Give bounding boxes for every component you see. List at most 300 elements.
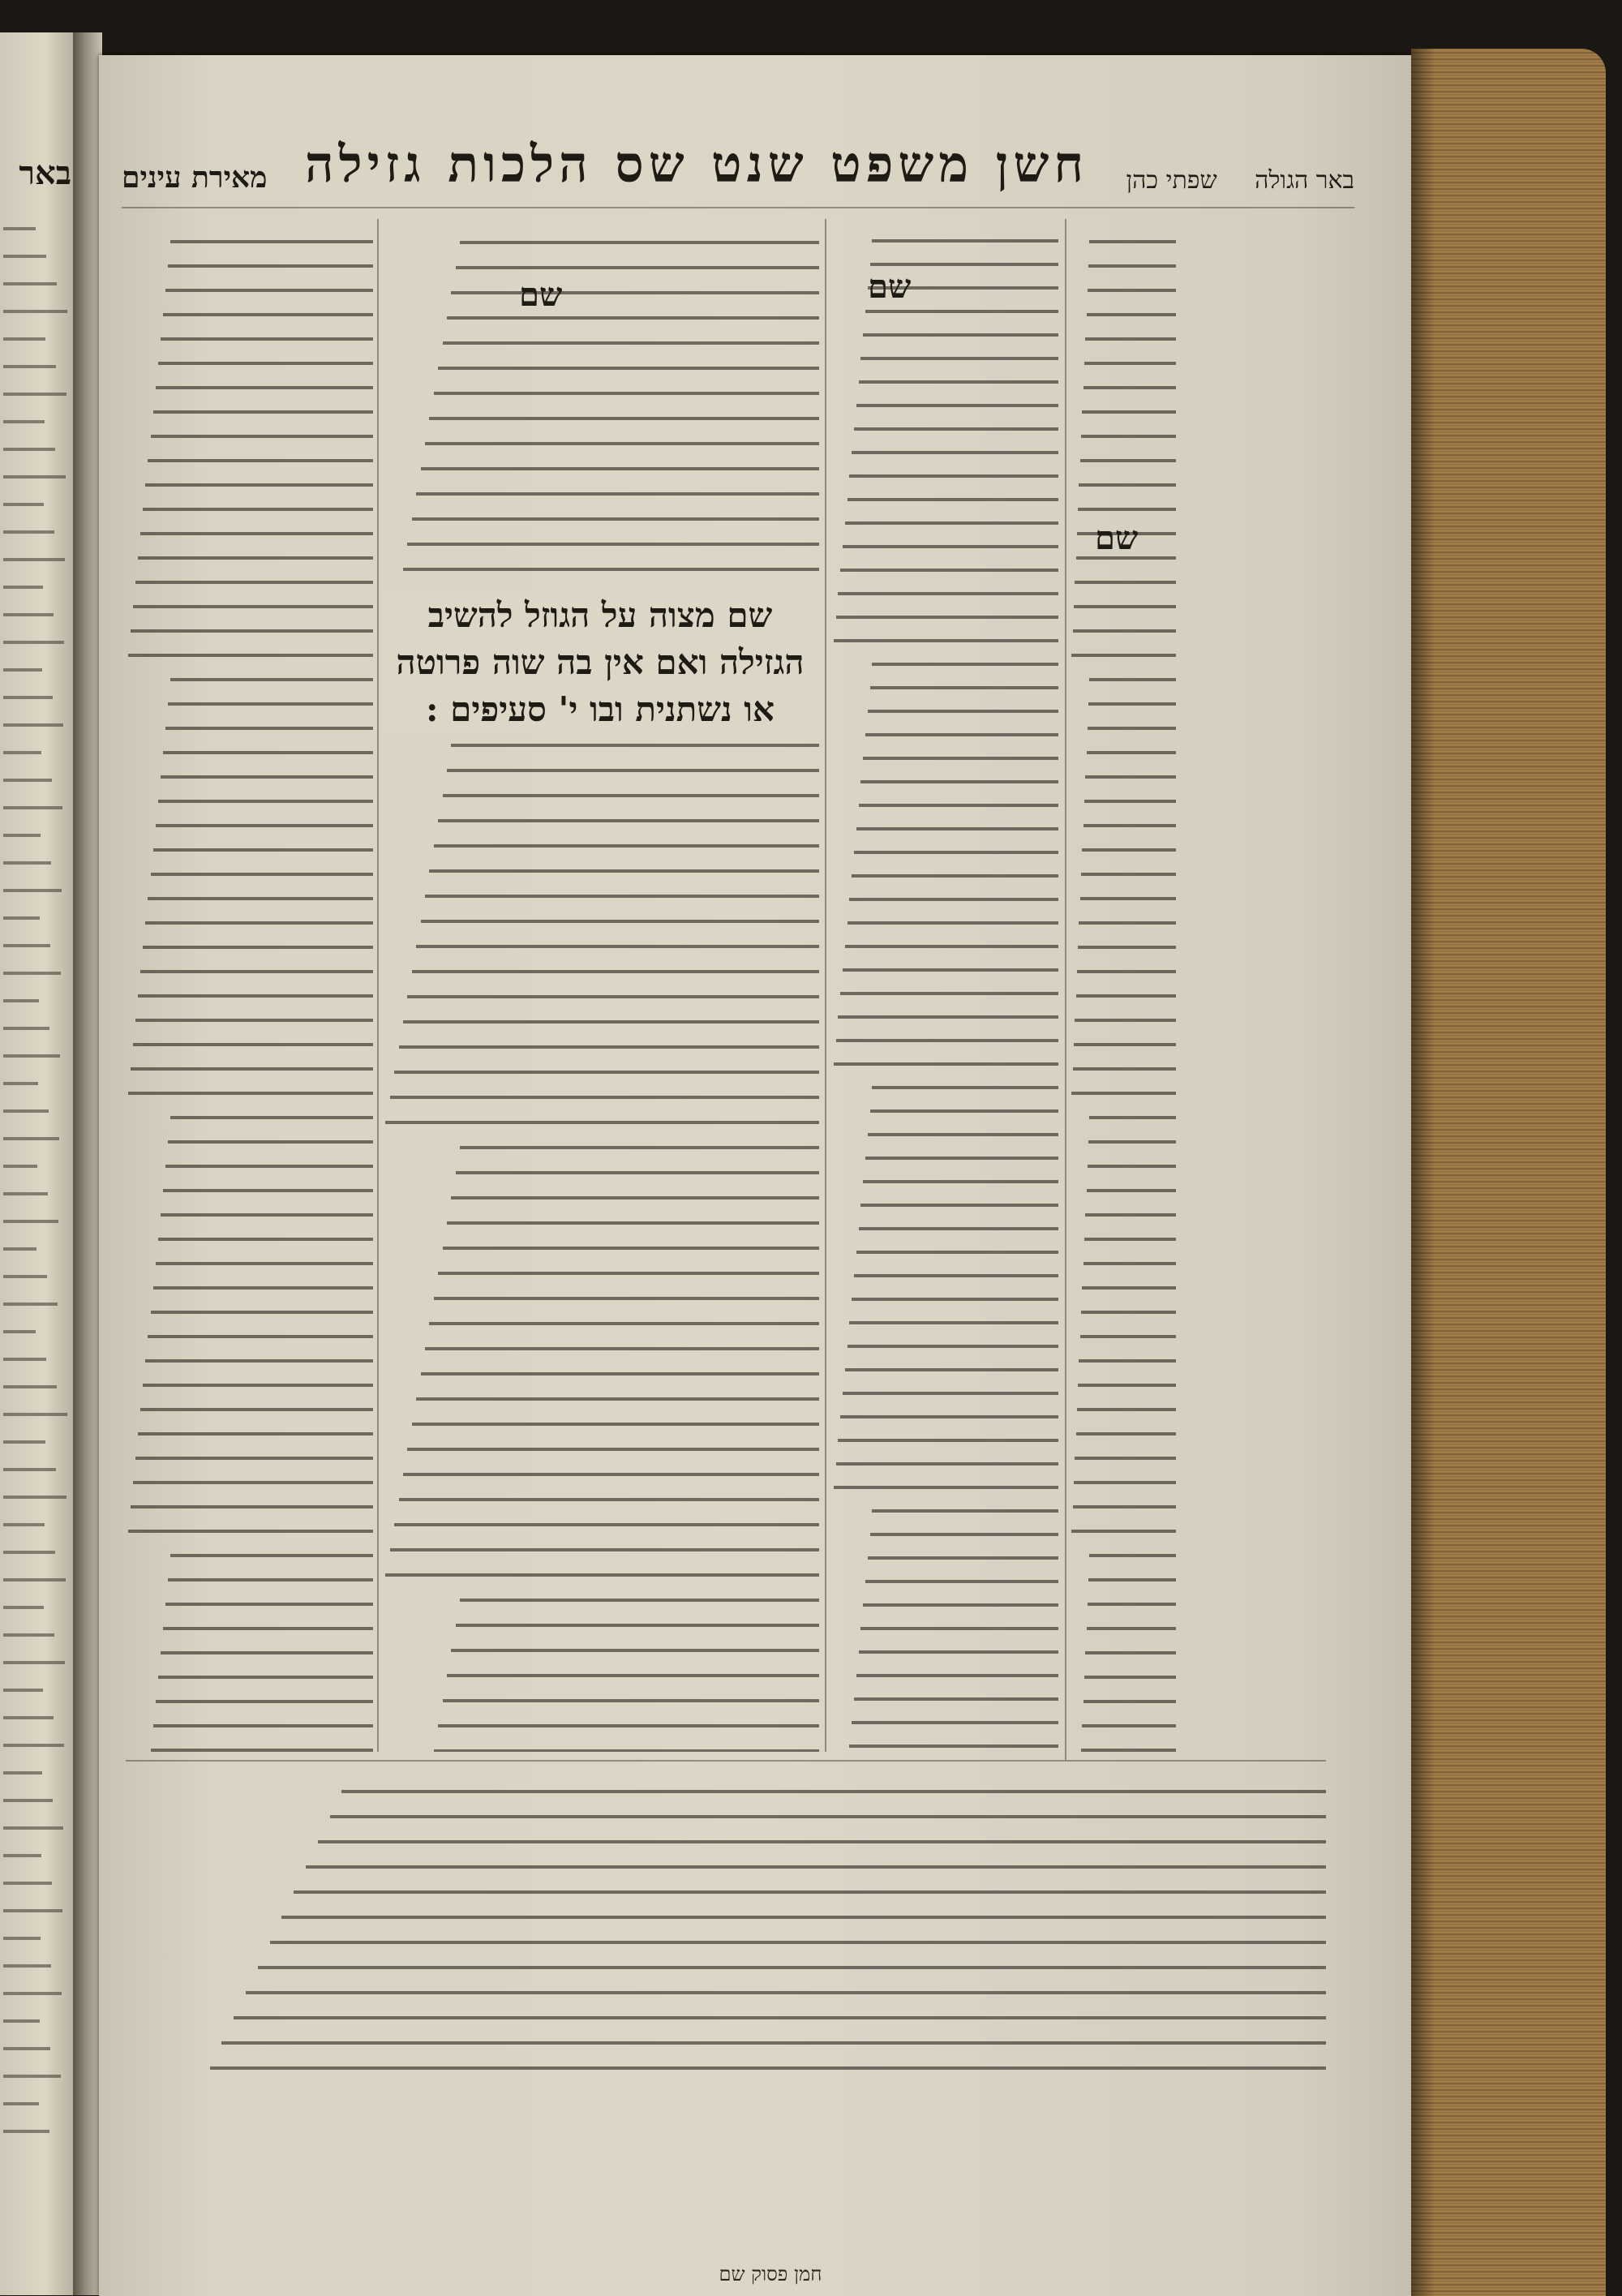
facing-page-line bbox=[3, 448, 55, 451]
text-line bbox=[158, 362, 373, 365]
text-line bbox=[161, 337, 373, 341]
facing-page-line bbox=[3, 530, 54, 534]
text-line bbox=[140, 970, 373, 973]
text-line bbox=[165, 727, 373, 730]
text-line bbox=[412, 1423, 819, 1426]
text-line bbox=[429, 1322, 819, 1325]
text-line bbox=[870, 1533, 1058, 1536]
text-line bbox=[834, 639, 1058, 642]
text-line bbox=[863, 1180, 1058, 1183]
text-line bbox=[1088, 1140, 1176, 1144]
text-line bbox=[151, 873, 374, 876]
section-heading bbox=[381, 592, 819, 733]
text-line bbox=[1071, 654, 1176, 657]
text-line bbox=[143, 508, 373, 511]
text-line bbox=[210, 2066, 1326, 2070]
text-line bbox=[421, 1372, 819, 1375]
facing-page-line bbox=[3, 641, 64, 644]
text-line bbox=[870, 263, 1058, 266]
page-signature: חמן פסוק שם bbox=[719, 2263, 822, 2285]
text-line bbox=[859, 1227, 1058, 1230]
text-line bbox=[416, 945, 819, 948]
text-line bbox=[407, 543, 819, 546]
column-rule-3 bbox=[377, 219, 379, 1752]
facing-page-line bbox=[3, 1716, 54, 1719]
text-line bbox=[1080, 459, 1176, 462]
text-line bbox=[151, 435, 374, 438]
text-line bbox=[865, 310, 1058, 313]
facing-page-text-lines bbox=[3, 227, 68, 2157]
text-line bbox=[156, 824, 373, 827]
facing-page-line bbox=[3, 696, 53, 699]
text-line bbox=[390, 1548, 819, 1551]
text-line bbox=[412, 970, 819, 973]
text-line bbox=[399, 1498, 819, 1501]
text-line bbox=[151, 1749, 374, 1752]
text-line bbox=[865, 733, 1058, 736]
text-line bbox=[170, 240, 373, 243]
facing-page-line bbox=[3, 723, 63, 727]
text-line bbox=[434, 392, 819, 395]
text-line bbox=[854, 1697, 1058, 1701]
text-line bbox=[838, 1015, 1058, 1019]
text-line bbox=[170, 678, 373, 681]
text-line bbox=[847, 921, 1058, 925]
text-line bbox=[856, 1251, 1058, 1254]
text-line bbox=[1084, 1238, 1176, 1241]
facing-page-line bbox=[3, 1964, 51, 1968]
text-line bbox=[836, 616, 1058, 619]
text-line bbox=[153, 1286, 373, 1290]
facing-page-line bbox=[3, 1220, 58, 1223]
text-line bbox=[1080, 1335, 1176, 1338]
facing-page bbox=[0, 32, 75, 2295]
text-line bbox=[1087, 1189, 1177, 1192]
text-line bbox=[836, 1462, 1058, 1466]
text-line bbox=[1078, 946, 1176, 949]
text-line bbox=[865, 1157, 1058, 1160]
text-line bbox=[1082, 848, 1176, 852]
facing-page-line bbox=[3, 227, 36, 230]
text-line bbox=[341, 1790, 1326, 1793]
text-line bbox=[1089, 1116, 1176, 1119]
text-line bbox=[872, 663, 1058, 666]
text-line bbox=[318, 1840, 1326, 1843]
facing-page-line bbox=[3, 1992, 62, 1995]
facing-page-line bbox=[3, 916, 40, 920]
text-line bbox=[852, 874, 1058, 878]
text-line bbox=[156, 386, 373, 389]
text-line bbox=[438, 367, 819, 370]
text-line bbox=[425, 1347, 819, 1350]
text-line bbox=[859, 380, 1058, 384]
text-line bbox=[143, 946, 373, 949]
text-line bbox=[1078, 508, 1176, 511]
text-line bbox=[135, 581, 373, 584]
facing-page-line bbox=[3, 2047, 50, 2050]
text-line bbox=[1088, 264, 1176, 268]
text-line bbox=[443, 341, 819, 345]
text-line bbox=[165, 289, 373, 292]
text-line bbox=[1084, 800, 1176, 803]
text-line bbox=[447, 316, 819, 320]
text-line bbox=[234, 2016, 1326, 2019]
facing-page-line bbox=[3, 889, 62, 892]
text-line bbox=[128, 1092, 373, 1095]
facing-page-line bbox=[3, 365, 56, 368]
text-line bbox=[148, 459, 373, 462]
facing-page-line bbox=[3, 668, 42, 672]
text-line bbox=[403, 1473, 819, 1476]
text-line bbox=[868, 1556, 1058, 1560]
facing-page-line bbox=[3, 1771, 42, 1775]
text-line bbox=[854, 427, 1058, 431]
facing-page-line bbox=[3, 310, 67, 313]
facing-page-line bbox=[3, 503, 44, 506]
text-line bbox=[281, 1916, 1326, 1919]
text-line bbox=[856, 404, 1058, 407]
text-line bbox=[859, 1650, 1058, 1654]
text-line bbox=[1073, 629, 1176, 633]
text-line bbox=[868, 1133, 1058, 1136]
text-line bbox=[1085, 337, 1176, 341]
text-line bbox=[460, 1599, 819, 1602]
text-line bbox=[847, 498, 1058, 501]
text-line bbox=[447, 769, 819, 772]
text-line bbox=[1075, 1019, 1176, 1022]
text-line bbox=[434, 1297, 819, 1300]
text-line bbox=[852, 1721, 1058, 1724]
facing-page-line bbox=[3, 861, 51, 865]
text-column-commentary-b bbox=[126, 219, 373, 1752]
text-line bbox=[1088, 1603, 1176, 1606]
facing-page-line bbox=[3, 2130, 49, 2133]
text-line bbox=[403, 568, 819, 571]
text-line bbox=[438, 819, 819, 822]
text-line bbox=[128, 654, 373, 657]
text-line bbox=[416, 492, 819, 496]
text-line bbox=[451, 1196, 819, 1199]
text-line bbox=[429, 869, 819, 873]
text-line bbox=[1087, 751, 1177, 754]
text-line bbox=[148, 1335, 373, 1338]
text-line bbox=[425, 895, 819, 898]
text-line bbox=[330, 1815, 1326, 1818]
text-line bbox=[153, 410, 373, 414]
column-label-left: שם bbox=[519, 276, 563, 314]
text-line bbox=[1087, 1627, 1177, 1630]
text-line bbox=[403, 1020, 819, 1024]
text-line bbox=[246, 1991, 1326, 1994]
text-line bbox=[1088, 727, 1176, 730]
text-line bbox=[168, 702, 373, 706]
text-line bbox=[868, 710, 1058, 713]
text-line bbox=[1081, 435, 1176, 438]
text-line bbox=[1071, 1092, 1176, 1095]
text-line bbox=[161, 1651, 373, 1654]
text-line bbox=[443, 1699, 819, 1702]
facing-page-running-head: באר bbox=[19, 154, 71, 192]
text-line bbox=[145, 483, 373, 487]
facing-page-line bbox=[3, 751, 41, 754]
text-line bbox=[131, 1505, 373, 1508]
text-line bbox=[1074, 1043, 1176, 1046]
page-title: חשן משפט שנט שס הלכות גזילה bbox=[304, 135, 1089, 194]
text-line bbox=[1082, 1286, 1176, 1290]
text-line bbox=[1085, 775, 1176, 779]
facing-page-line bbox=[3, 972, 61, 975]
text-line bbox=[1087, 313, 1177, 316]
facing-page-line bbox=[3, 1054, 60, 1058]
facing-page-line bbox=[3, 1302, 58, 1306]
text-line bbox=[131, 629, 373, 633]
facing-page-line bbox=[3, 2102, 39, 2105]
text-line bbox=[460, 241, 819, 244]
text-line bbox=[148, 897, 373, 900]
facing-page-line bbox=[3, 999, 39, 1002]
text-line bbox=[170, 1554, 373, 1557]
facing-page-line bbox=[3, 1109, 49, 1113]
facing-page-line bbox=[3, 586, 43, 589]
text-line bbox=[145, 921, 373, 925]
facing-page-line bbox=[3, 1027, 49, 1030]
text-line bbox=[863, 1603, 1058, 1607]
text-line bbox=[140, 532, 373, 535]
text-line bbox=[845, 945, 1058, 948]
text-line bbox=[1083, 386, 1176, 389]
text-line bbox=[153, 848, 373, 852]
text-line bbox=[443, 1247, 819, 1250]
facing-page-line bbox=[3, 558, 65, 561]
text-line bbox=[1088, 702, 1176, 706]
text-line bbox=[133, 1481, 373, 1484]
text-line bbox=[872, 1086, 1058, 1089]
text-line bbox=[447, 1674, 819, 1677]
page-edge-shadow bbox=[1411, 49, 1435, 2296]
text-line bbox=[138, 556, 373, 560]
facing-page-line bbox=[3, 1826, 63, 1830]
facing-page-line bbox=[3, 1523, 45, 1526]
running-header bbox=[122, 97, 1354, 195]
header-rule bbox=[122, 207, 1354, 208]
text-line bbox=[399, 1045, 819, 1049]
text-line bbox=[840, 569, 1058, 572]
text-line bbox=[385, 1121, 819, 1124]
facing-page-line bbox=[3, 2075, 61, 2078]
text-line bbox=[407, 1448, 819, 1451]
text-line bbox=[456, 1171, 819, 1174]
text-line bbox=[156, 1262, 373, 1265]
column-rule-1 bbox=[1065, 219, 1066, 1760]
text-line bbox=[153, 1724, 373, 1727]
text-line bbox=[852, 451, 1058, 454]
text-line bbox=[834, 1062, 1058, 1066]
text-line bbox=[421, 467, 819, 470]
book-gutter bbox=[73, 32, 102, 2295]
text-line bbox=[852, 1298, 1058, 1301]
text-line bbox=[156, 1700, 373, 1703]
text-line bbox=[843, 968, 1058, 972]
text-line bbox=[1078, 1384, 1176, 1387]
text-line bbox=[385, 1573, 819, 1577]
text-line bbox=[434, 844, 819, 848]
facing-page-line bbox=[3, 1578, 66, 1581]
text-line bbox=[140, 1408, 373, 1411]
text-line bbox=[856, 1674, 1058, 1677]
text-line bbox=[847, 1345, 1058, 1348]
text-line bbox=[1071, 1530, 1176, 1533]
column-label-r2: שם bbox=[868, 268, 912, 306]
facing-page-line bbox=[3, 1854, 41, 1857]
text-line bbox=[836, 1039, 1058, 1042]
header-commentary-a: שפתי כהן bbox=[1126, 166, 1217, 195]
text-line bbox=[1076, 1432, 1177, 1436]
page-fore-edge bbox=[1411, 49, 1606, 2296]
text-line bbox=[451, 1649, 819, 1652]
text-line bbox=[163, 1627, 373, 1630]
text-line bbox=[168, 264, 373, 268]
text-line bbox=[872, 239, 1058, 242]
text-line bbox=[840, 1415, 1058, 1418]
text-line bbox=[1079, 921, 1176, 925]
text-line bbox=[221, 2041, 1326, 2045]
facing-page-line bbox=[3, 1440, 45, 1444]
text-line bbox=[161, 1213, 373, 1217]
text-line bbox=[1073, 1067, 1176, 1071]
text-line bbox=[838, 1439, 1058, 1442]
text-line bbox=[849, 898, 1058, 901]
text-line bbox=[1085, 1213, 1176, 1217]
facing-page-line bbox=[3, 1358, 46, 1361]
facing-page-line bbox=[3, 1606, 44, 1609]
text-line bbox=[845, 1368, 1058, 1371]
text-line bbox=[163, 751, 373, 754]
text-line bbox=[1074, 605, 1176, 608]
text-line bbox=[390, 1096, 819, 1099]
text-line bbox=[1088, 289, 1176, 292]
text-line bbox=[1083, 824, 1176, 827]
text-line bbox=[843, 1392, 1058, 1395]
facing-page-line bbox=[3, 779, 52, 782]
column-label-right: שם bbox=[1095, 519, 1139, 557]
facing-page-line bbox=[3, 944, 50, 947]
text-column-main bbox=[381, 219, 819, 1752]
text-line bbox=[158, 800, 373, 803]
text-line bbox=[1079, 1359, 1176, 1363]
text-line bbox=[865, 1580, 1058, 1583]
text-line bbox=[306, 1865, 1326, 1869]
text-line bbox=[456, 1624, 819, 1627]
text-line bbox=[840, 992, 1058, 995]
text-line bbox=[460, 1146, 819, 1149]
text-column-commentary-a bbox=[831, 219, 1058, 1752]
text-line bbox=[138, 1432, 373, 1436]
facing-page-line bbox=[3, 1937, 41, 1940]
facing-page-line bbox=[3, 1137, 59, 1140]
text-line bbox=[1079, 483, 1176, 487]
facing-page-line bbox=[3, 1247, 36, 1251]
text-line bbox=[870, 686, 1058, 689]
text-line bbox=[1076, 994, 1177, 998]
facing-page-line bbox=[3, 1909, 62, 1912]
text-line bbox=[860, 780, 1058, 783]
text-line bbox=[1074, 1481, 1176, 1484]
facing-page-line bbox=[3, 1468, 56, 1471]
text-line bbox=[1082, 410, 1176, 414]
text-line bbox=[1077, 1408, 1176, 1411]
text-line bbox=[1075, 581, 1176, 584]
facing-page-line bbox=[3, 1385, 57, 1388]
text-line bbox=[394, 1523, 819, 1526]
text-line bbox=[863, 757, 1058, 760]
text-line bbox=[165, 1165, 373, 1168]
text-line bbox=[170, 1116, 373, 1119]
text-line bbox=[859, 804, 1058, 807]
text-line bbox=[856, 827, 1058, 830]
facing-page-line bbox=[3, 337, 45, 341]
facing-page-line bbox=[3, 1551, 55, 1554]
facing-page-line bbox=[3, 1082, 38, 1085]
text-line bbox=[168, 1578, 373, 1581]
text-bottom-notes bbox=[126, 1768, 1326, 2076]
text-line bbox=[1089, 678, 1176, 681]
text-line bbox=[1089, 240, 1176, 243]
text-line bbox=[451, 291, 819, 294]
text-line bbox=[135, 1457, 373, 1460]
text-line bbox=[294, 1890, 1326, 1894]
text-line bbox=[1088, 1578, 1176, 1581]
text-line bbox=[860, 1627, 1058, 1630]
text-line bbox=[863, 333, 1058, 337]
facing-page-line bbox=[3, 1882, 52, 1885]
text-line bbox=[843, 545, 1058, 548]
text-line bbox=[860, 357, 1058, 360]
text-line bbox=[1082, 1724, 1176, 1727]
text-line bbox=[425, 442, 819, 445]
facing-page-line bbox=[3, 806, 62, 809]
bottom-rule bbox=[126, 1760, 1326, 1762]
text-line bbox=[143, 1384, 373, 1387]
text-line bbox=[161, 775, 373, 779]
siman-label: שם bbox=[727, 595, 773, 635]
text-line bbox=[456, 266, 819, 269]
text-line bbox=[845, 521, 1058, 525]
text-line bbox=[168, 1140, 373, 1144]
text-line bbox=[1089, 1554, 1176, 1557]
facing-page-line bbox=[3, 1192, 48, 1195]
text-line bbox=[416, 1397, 819, 1401]
facing-page-line bbox=[3, 1413, 67, 1416]
header-left-note: באר הגולה bbox=[1255, 166, 1354, 195]
facing-page-line bbox=[3, 613, 54, 616]
text-line bbox=[1081, 1311, 1176, 1314]
facing-page-line bbox=[3, 282, 57, 285]
text-line bbox=[849, 474, 1058, 478]
text-line bbox=[412, 517, 819, 521]
text-line bbox=[394, 1071, 819, 1074]
facing-page-line bbox=[3, 1661, 65, 1664]
facing-page-line bbox=[3, 1330, 36, 1333]
facing-page-line bbox=[3, 1496, 67, 1499]
text-line bbox=[163, 313, 373, 316]
text-line bbox=[1088, 1165, 1176, 1168]
text-line bbox=[1085, 1651, 1176, 1654]
text-line bbox=[443, 794, 819, 797]
facing-page-line bbox=[3, 1744, 64, 1747]
text-line bbox=[138, 994, 373, 998]
text-line bbox=[854, 851, 1058, 854]
text-line bbox=[151, 1311, 374, 1314]
